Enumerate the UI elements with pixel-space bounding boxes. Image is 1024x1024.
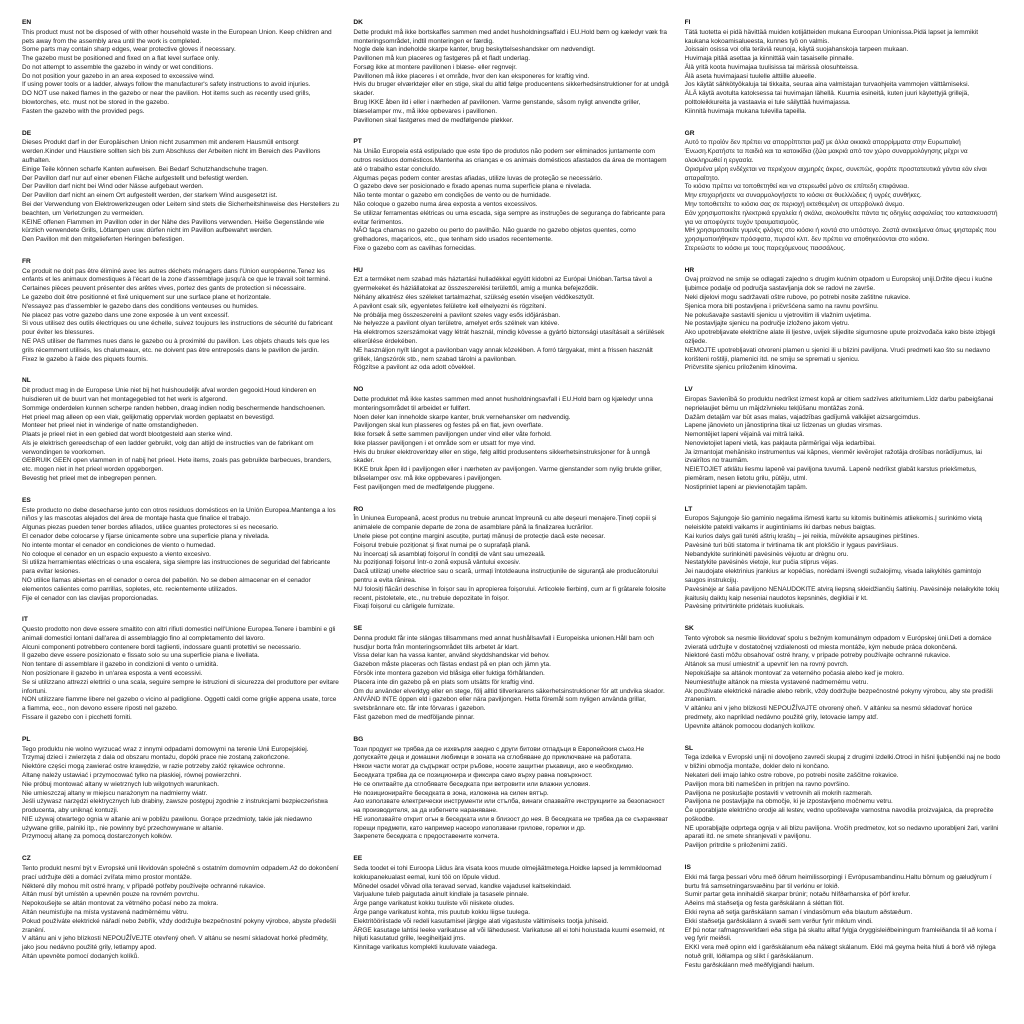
column-1 (22, 19, 339, 1024)
language-section-lv (685, 386, 1002, 492)
language-code: CZ (22, 855, 31, 863)
language-code: ES (22, 496, 31, 504)
language-code: SL (684, 744, 694, 752)
language-code: PL (22, 735, 31, 743)
language-section-ro (353, 506, 670, 612)
column-2 (353, 19, 670, 1024)
safety-text: This product must not be disposed of with other household waste in the European Union. Keep children and pets away from the assembly area until the work is completed. Some parts may contain sharp edges, wear protective gloves if necessary. The gazebo must be positioned and fixed on a flat level surface only. Do not attempt to assemble the gazebo in windy or wet conditions. Do not position your gazebo in an area exposed to excessive wind. If using power tools or a ladder, always follow the manufacturer's safety instructions to avoid injuries. DO NOT use naked flames in the gazebo or near the pavilion. Hot items such as recently used grills, blowtorches, etc. must not be stored in the gazebo. Fasten the gazebo with the provided pegs. (22, 28, 332, 115)
safety-text: Ezt a terméket nem szabad más háztartási hulladékkal együtt kidobni az Európai Unióban.Tartsa távol a gyermekeket és háziállatokat az összeszerelési területtől, amíg a munka befejeződik. Néhány alkatrész éles széleket tartalmazhat, szükség esetén viseljen védőkesztyűt. A pavilont csak sík, egyenletes felületre kell elhelyezni és rögzíteni. Ne próbálja meg összeszerelni a pavilont szeles vagy esős időjárásban. Ne helyezze a pavilont olyan területre, amelyet erős szélnek van kitéve. Ha elektromos szerszámokat vagy létrát használ, mindig kövesse a gyártó biztonsági utasításait a sérülések elkerülése érdekében. NE használjon nyílt lángot a pavilonban vagy annak közelében. A forró tárgyakat, mint a frissen használt grillek, lángszórók stb., nem szabad tárolni a pavilonban. Rögzítse a pavilont az oda adott cövekkel. (353, 276, 665, 372)
language-code: DE (22, 129, 32, 137)
safety-text: Este producto no debe desecharse junto con otros residuos domésticos en la Unión Europea.Mantenga a los niños y las mascotas alejados del área de montaje hasta que finalice el trabajo. Algunas piezas pueden tener bordes afilados, utilice guantes protectores si es necesario. El cenador debe colocarse y fijarse únicamente sobre una superficie plana y nivelada. No intente montar el cenador en condiciones de viento o humedad. No coloque el cenador en un espacio expuesto a viento excesivo. Si utiliza herramientas eléctricas o una escalera, siga siempre las instrucciones de seguridad del fabricante para evitar lesiones. NO utilice llamas abiertas en el cenador o cerca del pabellón. No se deben almacenar en el cenador elementos calientes como parrillas, sopletes, etc. recientemente utilizados. Fije el cenador con las clavijas proporcionadas. (22, 506, 336, 602)
safety-text: Dieses Produkt darf in der Europäischen Union nicht zusammen mit anderem Hausmüll entsorgt werden.Kinder und Haustiere sollten sich bis zum Abschluss der Arbeiten nicht im Bereich des Pavillons aufhalten. Einige Teile können scharfe Kanten aufweisen. Bei Bedarf Schutzhandschuhe tragen. Der Pavillon darf nur auf einer ebenen Fläche aufgestellt und befestigt werden. Der Pavillon darf nicht bei Wind oder Nässe aufgebaut werden. Der Pavillon darf nicht an einem Ort aufgestellt werden, der starkem Wind ausgesetzt ist. Bei der Verwendung von Elektrowerkzeugen oder Leitern sind stets die Sicherheitshinweise des Herstellers zu beachten, um Verletzungen zu vermeiden. KEINE offenen Flammen im Pavillon oder in der Nähe des Pavillons verwenden. Heiße Gegenstände wie kürzlich verwendete Grills, Lötlampen usw. dürfen nicht im Pavillon aufbewahrt werden. Den Pavillon mit den mitgelieferten Heringen befestigen. (22, 139, 340, 244)
safety-text: Dette produktet må ikke kastes sammen med annet husholdningsavfall i EU.Hold barn og kjæledyr unna monteringsområdet til arbeidet er fullført. Noen deler kan inneholde skarpe kanter, bruk vernehansker om nødvendig. Paviljongen skal kun plasseres og festes på en flat, jevn overflate. Ikke forsøk å sette sammen paviljongen under vind eller våte forhold. Ikke plasser paviljongen i et område som er utsatt for mye vind. Hvis du bruker elektroverktøy eller en stige, følg alltid produsentens sikkerhetsinstruksjoner for å unngå skader. IKKE bruk åpen ild i paviljongen eller i nærheten av paviljongen. Varme gjenstander som nylig brukte griller, blåselamper osv. må ikke oppbevares i paviljongen. Fest paviljongen med de medfølgende pluggene. (353, 395, 662, 491)
safety-text: Seda toodet ei tohi Euroopa Liidus ära visata koos muude olmejäätmetega.Hoidke lapsed ja lemmikloomad kokkupanekualast eemal, kuni töö on lõpule viidud. Mõnedel osadel võivad olla teravad servad, kandke vajadusel kaitsekindaid. Varjualune tuleb paigutada ainult kindlale ja tasasele pinnale. Ärge pange varikatust kokku tuuliste või niiskete oludes. Ärge pange varikatust kohta, mis puutub kokku liigse tuulega. Elektritööriistade või redeli kasutamisel järgige alati vigastuste vältimiseks tootja juhiseid. ÄRGE kasutage lahtisi leeke varikatuse all või lähedusest. Varikatuse all ei tohi hoiustada kuumi esemeid, nt hiljuti kasutatud grille, leegiheitjaid jms. Kinnitage varikatus komplekti kuuluvate vaiadega. (353, 864, 665, 952)
safety-text: Europos Sąjungoje šio gaminio negalima išmesti kartu su kitomis buitinėmis atliekomis.Į surinkimo vietą neleiskite patekti vaikams ir augintiniams iki darbas nebus baigtas. Kai kurios dalys gali turėti aštrių kraštų – jei reikia, mūvėkite apsaugines pirštines. Pavėsinė turi būti statoma ir tvirtinama tik ant plokščio ir lygaus paviršiaus. Nebandykite surinkinėti pavėsinės vėjuotu ar drėgnu oru. Nestatykite pavėsinės vietoje, kur pučia stiprus vėjas. Jei naudojate elektrinius įrankius ar kopėčias, norėdami išvengti sužalojimų, visada laikykitės gamintojo saugos instrukcijų. Pavėsinėje ar šalia paviljono NENAUDOKITE atvirą liepsną skleidžiančių šaltinių. Pavėsinėje nelaikykite tokių įkaitusių daiktų kaip neseniai naudotos kepsninės, degikliai ir kt. Pavėsinę pritvirtinkite pridėtais kuoliukais. (684, 515, 1000, 611)
language-code: SK (684, 625, 694, 633)
language-section-bg (353, 736, 670, 842)
language-section-ee (353, 855, 670, 953)
language-code: FI (684, 19, 691, 26)
language-section-hu (353, 267, 670, 373)
safety-text: Ce produit ne doit pas être éliminé avec les autres déchets ménagers dans l'Union européenne.Tenez les enfants et les animaux domestiques à l'écart de la zone d'assemblage jusqu'à ce que le travail soit terminé. Certaines pièces peuvent présenter des arêtes vives, portez des gants de protection si nécessaire. Le gazebo doit être positionné et fixé uniquement sur une surface plane et horizontale. N'essayez pas d'assembler le gazebo dans des conditions venteuses ou humides. Ne placez pas votre gazebo dans une zone exposée à un vent excessif. Si vous utilisez des outils électriques ou une échelle, suivez toujours les instructions de sécurité du fabricant pour éviter les blessures. NE PAS utiliser de flammes nues dans le gazebo ou à proximité du pavillon. Les objets chauds tels que les grils récemment utilisés, les chalumeaux, etc. ne doivent pas être entreposés dans le pavillon de jardin. Fixez le gazebo à l'aide des piquets fournis. (22, 267, 333, 363)
language-section-is (685, 864, 1002, 970)
language-section-nl (22, 377, 339, 483)
language-code: DK (353, 19, 363, 26)
language-code: NL (22, 377, 31, 385)
language-code: HR (684, 266, 695, 274)
safety-text: Questo prodotto non deve essere smaltito con altri rifiuti domestici nell'Unione Europea.Tenere i bambini e gli animali domestici lontani dall'area di assemblaggio fino al completamento del lavoro. Alcuni componenti potrebbero contenere bordi taglienti, indossare guanti protettivi se necessario. Il gazebo deve essere posizionato e fissato solo su una superficie piana e livellata. Non tentare di assemblare il gazebo in condizioni di vento o umidità. Non posizionare il gazebo in un'area esposta a venti eccessivi. Se si utilizzano attrezzi elettrici o una scala, seguire sempre le istruzioni di sicurezza del produttore per evitare infortuni. NON utilizzare fiamme libere nel gazebo o vicino al padiglione. Oggetti caldi come griglie appena usate, torce a fiamma, ecc., non devono essere riposti nel gazebo. Fissare il gazebo con i picchetti forniti. (22, 626, 339, 722)
language-section-pl (22, 736, 339, 842)
safety-text: În Uniunea Europeană, acest produs nu trebuie aruncat împreună cu alte deșeuri menajere.Țineți copiii și animalele de companie departe de zona de asamblare până la finalizarea lucrărilor. Unele piese pot conține margini ascuțite, purtați mănuși de protecție dacă este necesar. Foișorul trebuie poziționat și fixat numai pe o suprafață plană. Nu încercați să asamblați foișorul în condiții de vânt sau umezeală. Nu poziționați foișorul într-o zonă expusă vântului excesiv. Dacă utilizați unelte electrice sau o scară, urmați întotdeauna instrucțiunile de siguranță ale producătorului pentru a evita rănirea. NU folosiți flăcări deschise în foișor sau în apropierea foișorului. Articolele fierbinți, cum ar fi grătarele folosite recent, pistoletele, etc., nu trebuie depozitate în foișor. Fixați foișorul cu cârligele furnizate. (353, 515, 666, 611)
language-section-se (353, 625, 670, 723)
safety-text: Tego produktu nie wolno wyrzucać wraz z innymi odpadami domowymi na terenie Unii Europejskiej. Trzymaj dzieci i zwierzęta z dala od obszaru montażu, dopóki prace nie zostaną zakończone. Niektóre części mogą zawierać ostre krawędzie, w razie potrzeby załóż rękawice ochronne. Altanę należy ustawiać i przymocować tylko na płaskiej, równej powierzchni. Nie próbuj montować altany w wietrznych lub wilgotnych warunkach. Nie umieszczaj altany w miejscu narażonym na nadmierny wiatr. Jeśli używasz narzędzi elektrycznych lub drabiny, zawsze postępuj zgodnie z instrukcjami bezpieczeństwa producenta, aby uniknąć kontuzji. NIE używaj otwartego ognia w altanie ani w pobliżu pawilonu. Gorące przedmioty, takie jak niedawno używane grille, palniki itp., nie powinny być przechowywane w altanie. Przymocuj altanę za pomocą dostarczonych kołków. (22, 745, 328, 841)
language-code: IT (22, 616, 28, 624)
safety-text: Αυτό το προϊόν δεν πρέπει να απορρίπτεται μαζί με άλλα οικιακά απορρίμματα στην Ευρωπαϊκή Ένωση.Κρατήστε τα παιδιά και τα κατοικίδια (ζώα μακριά από τον χώρο συναρμολόγησης μέχρι να ολοκληρωθεί η εργασία. Ορισμένα μέρη ενδέχεται να περιέχουν αιχμηρές άκρες, συνεπώς, φοράτε προστατευτικά γάντια εάν είναι απαραίτητο. Το κιόσκι πρέπει να τοποθετηθεί και να στερεωθεί μόνο σε επίπεδη επιφάνεια. Μην επιχειρήσετε να συναρμολογήσετε το κιόσκι σε θυελλώδεις ή υγρές συνθήκες. Μην τοποθετείτε το κιόσκι σας σε περιοχή εκτεθειμένη σε υπερβολικό άνεμο. Εάν χρησιμοποιείτε ηλεκτρικά εργαλεία ή σκάλα, ακολουθείτε πάντα τις οδηγίες ασφαλείας του κατασκευαστή για να αποφύγετε τυχόν τραυματισμούς. ΜΗ χρησιμοποιείτε γυμνές φλόγες στο κιόσκι ή κοντά στο υπόστεγο. Ζεστά αντικείμενα όπως ψησταριές που χρησιμοποιήθηκαν πρόσφατα, πυρσοί κλπ. δεν πρέπει να αποθηκεύονται στο κιόσκι. Στερεώστε το κιόσκι με τους παρεχόμενους πασσάλους. (684, 139, 998, 252)
language-section-fi (685, 19, 1002, 117)
language-code: BG (353, 735, 364, 743)
language-code: GR (684, 129, 695, 137)
safety-text: Denna produkt får inte slängas tillsammans med annat hushållsavfall i Europeiska unionen.Håll barn och husdjur borta från monteringsområdet tills arbetet är klart. Vissa delar kan ha vassa kanter, använd skyddshandskar vid behov. Gazebon måste placeras och fästas endast på en plan och jämn yta. Försök inte montera gazebon vid blåsiga eller fuktiga förhållanden. Placera inte din gazebo på en plats som utsätts för kraftig vind. Om du använder elverktyg eller en stege, följ alltid tillverkarens säkerhetsinstruktioner för att undvika skador. ANVÄND INTE öppen eld i gazebon eller nära paviljongen. Hetta föremål som nyligen använda grillar, svetsbrännare etc. får inte förvaras i gazebon. Fäst gazebon med de medföljande pinnar. (353, 634, 665, 722)
language-section-de (22, 130, 339, 245)
column-3 (685, 19, 1002, 1024)
language-code: RO (353, 505, 364, 513)
language-code: PT (353, 138, 362, 146)
language-section-dk (353, 19, 670, 125)
language-code: LV (684, 386, 693, 394)
language-code: IS (684, 864, 691, 872)
safety-text: Tätä tuotetta ei pidä hävittää muiden kotijätteiden mukana Euroopan Unionissa.Pidä lapset ja lemmikit kaukana kokoamisalueesta, kunnes työ on valmis. Joissain osissa voi olla teräviä reunoja, käytä suojahanskoja tarpeen mukaan. Huvimaja pitää asettaa ja kiinnittää vain tasaiselle pinnalle. Älä yritä koota huvimajaa tuulisissa tai märissä olosuhteissa. Älä aseta huvimajaasi tuulelle alttiille alueelle. Jos käytät sähkötyökaluja tai tikkaita, seuraa aina valmistajan turvaohjeita vammojen välttämiseksi. ÄLÄ käytä avotulta katoksessa tai huvimajan lähellä. Kuumia esineitä, kuten juuri käytettyjä grillejä, polttoleikkureita ja vastaavia ei tule säilyttää huvimajassa. Kiinnitä huvimaja mukana tulevilla tapeilla. (684, 28, 979, 115)
safety-text: Na União Europeia está estipulado que este tipo de produtos não podem ser eliminados juntamente com outros resíduos domésticos.Mantenha as crianças e os animais domésticos afastados da área de montagem até o trabalho estar concluído. Algumas peças podem conter arestas afiadas, utilize luvas de proteção se necessário. O gazebo deve ser posicionado e fixado apenas numa superfície plana e nivelada. Não tente montar o gazebo em condições de vento ou de humidade. Não coloque o gazebo numa área exposta a ventos excessivos. Se utilizar ferramentas elétricas ou uma escada, siga sempre as instruções de segurança do fabricante para evitar ferimentos. NÃO faça chamas no gazebo ou perto do pavilhão. Não guarde no gazebo objetos quentes, como grelhadores, maçaricos, etc., que tenham sido usados recentemente. Fixe o gazebo com as cavilhas fornecidas. (353, 148, 667, 252)
language-section-sk (685, 625, 1002, 731)
safety-text: Tega izdelka v Evropski uniji ni dovoljeno zavreči skupaj z drugimi izdelki.Otroci in hišni ljubljenčki naj ne bodo v bližini območja montaže, dokler delo ni končano. Nekateri deli imajo lahko ostre robove, po potrebi nosite zaščitne rokavice. Paviljon mora biti nameščen in pritrjen na ravno površino. Paviljona ne poskušajte postaviti v vetrovnih ali mokrih razmerah. Paviljona ne postavljajte na območje, ki je izpostavljeno močnemu vetru. Če uporabljate električno orodje ali lestev, vedno upoštevajte varnostna navodila proizvajalca, da preprečite poškodbe. NE uporabljajte odprtega ognja v ali blizu paviljona. Vročih predmetov, kot so nedavno uporabljeni žari, varilni aparati itd. ne smete shranjevati v paviljonu. Paviljon pritrdite s priloženimi zatiči. (684, 754, 1001, 850)
safety-text: Ovaj proizvod ne smije se odlagati zajedno s drugim kućnim otpadom u Europskoj uniji.Držite djecu i kućne ljubimce podalje od područja sastavljanja dok se radovi ne završe. Neki dijelovi mogu sadržavati oštre rubove, po potrebi nosite zaštitne rukavice. Sjenica mora biti postavljena i pričvršćena samo na ravnu površinu. Ne pokušavajte sastaviti sjenicu u vjetrovitim ili vlažnim uvjetima. Ne postavljajte sjenicu na područje izloženo jakom vjetru. Ako upotrebljavate električne alate ili ljestve, uvijek slijedite sigurnosne upute proizvođača kako biste izbjegli ozljede. NEMOJTE upotrebljavati otvoreni plamen u sjenici ili u blizini paviljona. Vrući predmeti kao što su nedavno korišteni roštilji, plamenici itd. ne smiju se spremati u sjenicu. Pričvrstite sjenicu priloženim klinovima. (684, 276, 996, 372)
safety-text: Dit product mag in de Europese Unie niet bij het huishoudelijk afval worden gegooid.Houd kinderen en huisdieren uit de buurt van het montagegebied tot het werk is afgerond. Sommige onderdelen kunnen scherpe randen hebben, draag indien nodig beschermende handschoenen. Het prieel mag alleen op een vlak, gelijkmatig oppervlak worden geplaatst en bevestigd. Monteer het prieel niet in winderige of natte omstandigheden. Plaats je prieel niet in een gebied dat wordt blootgesteld aan sterke wind. Als je elektrisch gereedschap of een ladder gebruikt, volg dan altijd de instructies van de fabrikant om verwondingen te voorkomen. GEBRUIK GEEN open vlammen in of nabij het prieel. Hete items, zoals pas gebruikte barbecues, branders, etc. mogen niet in het prieel worden opgeborgen. Bevestig het prieel met de inbegrepen pennen. (22, 387, 332, 483)
language-section-lt (685, 506, 1002, 612)
safety-text: Ekki má farga þessari vöru með öðrum heimilissorpingi í Evrópusambandinu.Haltu börnum og gæludýrum í burtu frá samsetningarsvæðinu þar til verkinu er lokið. Sumir partar geta innihaldið skarpar brúnir; notaðu hlífðarhanska ef þörf krefur. Aðeins má staðsetja og festa garðskálann á sléttan flöt. Ekki reyna að setja garðskálann saman í vindasömum eða blautum aðstæðum. Ekki staðsetja garðskálann á svæði sem verður fyrir miklum vindi. Ef þú notar rafmagnsverkfæri eða stiga þá skaltu alltaf fylgja öryggisleiðbeiningum framleiðanda til að koma í veg fyrir meiðsli. EKKI vera með opinn eld í garðskálanum eða nálægt skálanum. Ekki má geyma heita hluti á borð við nýlega notuð grill, lóðlampa og slíkt í garðskálanum. Festu garðskálann með meðfylgjandi hælum. (684, 873, 997, 969)
language-section-en (22, 19, 339, 117)
safety-text: Dette produkt må ikke bortskaffes sammen med andet husholdningsaffald i EU.Hold børn og kæledyr væk fra monteringsområdet, indtil monteringen er færdig. Nogle dele kan indeholde skarpe kanter, brug beskyttelseshandsker om nødvendigt. Pavillonen må kun placeres og fastgøres på et fladt underlag. Forsøg ikke at montere pavillonen i blæse- eller regnvejr. Pavillonen må ikke placeres i et område, hvor den kan eksponeres for kraftig vind. Hvis du bruger elværktøjer eller en stige, skal du altid følge producentens sikkerhedsinstruktioner for at undgå skader. Brug IKKE åben ild i eller i nærheden af pavillonen. Varme genstande, såsom nyligt anvendte griller, blæselamper mv., må ikke opbevares i pavillonen. Pavillonen skal fastgøres med de medfølgende pløkker. (353, 28, 669, 124)
safety-text: Eiropas Savienībā šo produktu nedrīkst izmest kopā ar citiem sadzīves atkritumiem.Līdz darbu pabeigšanai neprielaujiet bērnu un mājdzīvnieku tekļūšanu montāžas zonā. Dažām detaļām var būt asas malas, vajadzības gadījumā valkājiet aizsargcimdus. Lapene jānovieto un jānostiprina tikai uz līdzenas un gludas virsmas. Nemontējiet lapeni vējainā vai mitrā laikā. Nenovietojiet lapeni vietā, kas pakļauta pārmērīgai vēja iedarbībai. Ja izmantojat mehānisko instrumentus vai kāpnes, vienmēr ievērojiet ražotāja drošības norādījumus, lai izvairītos no traumām. NEIETOJIET atklātu liesmu lapenē vai paviljona tuvumā. Lapenē nedrīkst glabāt karstus priekšmetus, piemēram, nesen lietotu grilu, pūtēju, utml. Nostipriniet lapeni ar pievienotajām tapām. (684, 395, 994, 491)
language-section-pt (353, 138, 670, 253)
language-code: EN (22, 19, 32, 26)
language-section-it (22, 616, 339, 722)
language-section-sl (685, 745, 1002, 851)
language-code: NO (353, 386, 364, 394)
language-section-no (353, 386, 670, 492)
safety-text: Tento výrobok sa nesmie likvidovať spolu s bežným komunálnym odpadom v Európskej únii.Deti a domáce zvieratá udržujte v dostatočnej vzdialenosti od miesta montáže, kým nebude práca dokončená. Niektoré časti môžu obsahovať ostré hrany, v prípade potreby používajte ochranné rukavice. Altánok sa musí umiestniť a upevniť len na rovný povrch. Nepokúšajte sa altánok montovať za veterného počasia alebo keď je mokro. Neumiestňujte altánok na miesta vystavené nadmernému vetru. Ak používate elektrické náradie alebo rebrík, vždy dodržujte bezpečnostné pokyny výrobcu, aby ste predišli zraneniam. V altánku ani v jeho blízkosti NEPOUŽÍVAJTE otvorený oheň. V altánku sa nesmú skladovať horúce predmety, ako napríklad nedávno použité grily, letovacie lampy atď. Upevnite altánok pomocou dodaných kolíkov. (684, 634, 993, 730)
language-section-hr (685, 267, 1002, 373)
language-section-es (22, 497, 339, 603)
language-code: SE (353, 625, 363, 633)
safety-text: Този продукт не трябва да се изхвърля заедно с други битови отпадъци в Европейския съюз.Не допускайте деца и домашни любимци в зоната на сглобяване до приключване на работата. Някои части могат да съдържат остри ръбове, носете защитни ръкавици, ако е необходимо. Беседката трябва да се позиционира и фиксира само върху равна повърхност. Не се опитвайте да сглобявате беседката при ветровити или влажни условия. Не позиционирайте беседката в зона, изложена на силен вятър. Ако използвате електрически инструменти или стълба, винаги спазвайте инструкциите за безопасност на производителя, за да избегнете нараняване. НЕ използвайте открит огън в беседката или в близост до нея. В беседката не трябва да се съхраняват горещи предмети, като например наскоро използвани грилове, горелки и др. Закрепете беседката с предоставените колчета. (353, 745, 669, 841)
language-section-fr (22, 258, 339, 364)
language-section-cz (22, 855, 339, 961)
language-code: HU (353, 266, 363, 274)
language-code: EE (353, 855, 363, 863)
safety-text: Tento produkt nesmí být v Evropské unii likvidován společně s ostatním domovním odpadem.Až do dokončení prací udržujte děti a domácí zvířata mimo prostor montáže. Některé díly mohou mít ostré hrany, v případě potřeby používejte ochranné rukavice. Altán musí být umístěn a upevněn pouze na rovném povrchu. Nepokoušejte se altán montovat za větrného počasí nebo za mokra. Altán neumisťujte na místa vystavená nadměrnému větru. Pokud používáte elektrické nářadí nebo žebřík, vždy dodržujte bezpečnostní pokyny výrobce, abyste předešli zranění. V altánu ani v jeho blízkosti NEPOUŽÍVEJTE otevřený oheň. V altánu se nesmí skladovat horké předměty, jako jsou nedávno použité grily, letlampy apod. Altán upevněte pomocí dodaných kolíků. (22, 864, 339, 960)
language-section-gr (685, 130, 1002, 254)
language-code: LT (684, 505, 693, 513)
language-code: FR (22, 257, 31, 265)
